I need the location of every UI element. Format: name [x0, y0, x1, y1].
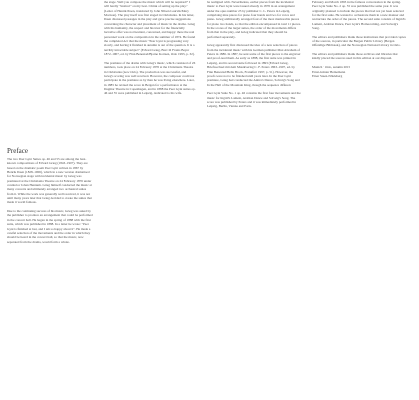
- text-column-4: [312, 0, 406, 78]
- paragraph: The editors and publishers thank those institutions that provided copies of the sources, in particular the Bergen Public Library (Bergen Offentlige Bibliotek), and the Norwegian National Library in Oslo.: [312, 34, 406, 48]
- signoff: [312, 65, 406, 78]
- signoff-author: Einar Steen-Nökleberg: [312, 73, 343, 78]
- text-column-2: [104, 0, 196, 100]
- paragraph: The premiere of the drama with Grieg's music, which consisted of 26 numbers, took place on 24 February 1876 at the Christiania Theatre in Christiania (now Oslo). The production was successful, and Grieg's scoring was well received. However, the composer could not participate in the premiere as by then he was living elsewhere. Later, in 1885 he revised the score in Bergen for a performance at the Dagmar Theatre in Copenhagen, and in 1888 the Peer Gynt suites op. 46 and 55 were published in Leipzig, dedicated to his wife.: [104, 60, 196, 96]
- text-column-1: [7, 157, 93, 248]
- paragraph: Due to the continuing success of his music, Grieg was asked by the publisher to produce an arrangement that could be performed in the concert hall. He began in the spring of 1888 with the first suite, which was published in 1888. In a letter he wrote: "Peer Gynt is finished at last, and I am so happy about it". He made a careful selection of the movements and the order in which they should be heard in the concert hall, so that the music, now separated from the drama, would form a whole.: [7, 209, 93, 244]
- paragraph: Grieg apparently first discussed the idea of a new selection of pieces from the incidental music with his German publisher Max Abraham of Peters in 1886. In 1887, he sent some of the first pieces to the engraver and proof-read them. As early as 1888, the first suite was printed in Leipzig, and its second suite followed in 1893 (Edvard Grieg, Briefwechsel mit dem Musikverlag C. F. Peters 1863–1907, ed. by Finn Benestad/Hella Brock, Frankfurt 1997, p. 51). However, the proofs were not to be finished until years later. In the Peer Gynt premiere, Grieg had conducted the Anitra's Dance, Solveig's Song and In the Hall of the Mountain King, though the sequence differed.: [207, 43, 301, 87]
- paragraph: The editors and publishers thank those archives and libraries that kindly placed the sources used in this edition at our disposal.: [312, 52, 398, 61]
- paragraph: the stage. Well you compose the music which will be required!" I will hardly "instinct" on my best. I think of setting up the play." (Letter of Henrik Ibsen, translated by John Nilsen Laurvik/Mary Morison). The play itself was first staged in Christiania. In his letter, Ibsen discussed passages in the play and gave precise suggestions concerning the character and placement of music in the drama. Grieg with his humanity, the respect and his trust for the financially lucrative offer was not hesitant, concerned, and happy: there the real personnel work on the composition in the summer of 1874. He found the completed Act that the music "Peer Gynt is progressing very slowly, and having it finished in autumn is out of the question. It is a terribly intractable subject" (Edvard Grieg, Brev til Frants Beyer 1872–1907, ed. by Finn Benestad/Bjarne Kortsen, Oslo 1993, p. 32).: [104, 0, 196, 57]
- paragraph: be realigned with. Nevertheless, earlier pieces from the incidental music to Peer Gynt were issued already in 1876 in an arrangement under the opus number 23 by publisher C. L. Peters in Leipzig, comprising nine pieces for piano four hands and two for voice and piano. Grieg additionally arranged four of the most memorable pieces for piano two hands, so that the edition encompassed in total 11 pieces. In the scores of the larger suites, the order of the movements differs from that in the play, and Grieg indicated that they should be performed separately.: [207, 0, 301, 39]
- paragraph: The two Peer Gynt Suites op. 46 and 55 are among the best-known compositions of Edvard Grieg (1843–1907). They are based on the dramatic poem Peer Gynt written in 1867 by Henrik Ibsen (1828–1906), which in a new version dramatised for Norwegian stage with incidental music by Grieg was premiered at the Christiania Theatre on 24 February 1876 under conductor Johan Hennum. Grieg himself conducted the music at many concerts and ultimately arranged two orchestral suites from it. While the work was generally well received, it was not until many years later that Grieg decided to create the suites that made it world famous.: [7, 157, 92, 205]
- page-heading: Preface: [7, 147, 28, 155]
- paragraph: Peer Gynt Suite No. 1 op. 46 contains the first four movements and the music for Ingrid's Lament, Arabian Dance and Solveig's Song. The score was published by Peters and it was immediately performed in Leipzig, Berlin, Vienna and Paris.: [207, 91, 301, 109]
- text-column-3: [207, 0, 301, 113]
- paragraph: February and March 1893 in the famous conversation in the spring. Peer Gynt Suite No. 2 op. 55 was published the same year. It was originally planned to include the pieces that had not yet been selected for the first suite. He wanted to orchestrate them in a new manner and restructure the order of the pieces. The second suite consists of Ingrid's Lament, Arabian Dance, Peer Gynt's Homecoming, and Solveig's Song.: [312, 0, 406, 31]
- signoff-place-date: Munich · Oslo, autumn 2015: [312, 65, 351, 70]
- signoff-author: Ernst-Günter Heinemann: [312, 69, 346, 74]
